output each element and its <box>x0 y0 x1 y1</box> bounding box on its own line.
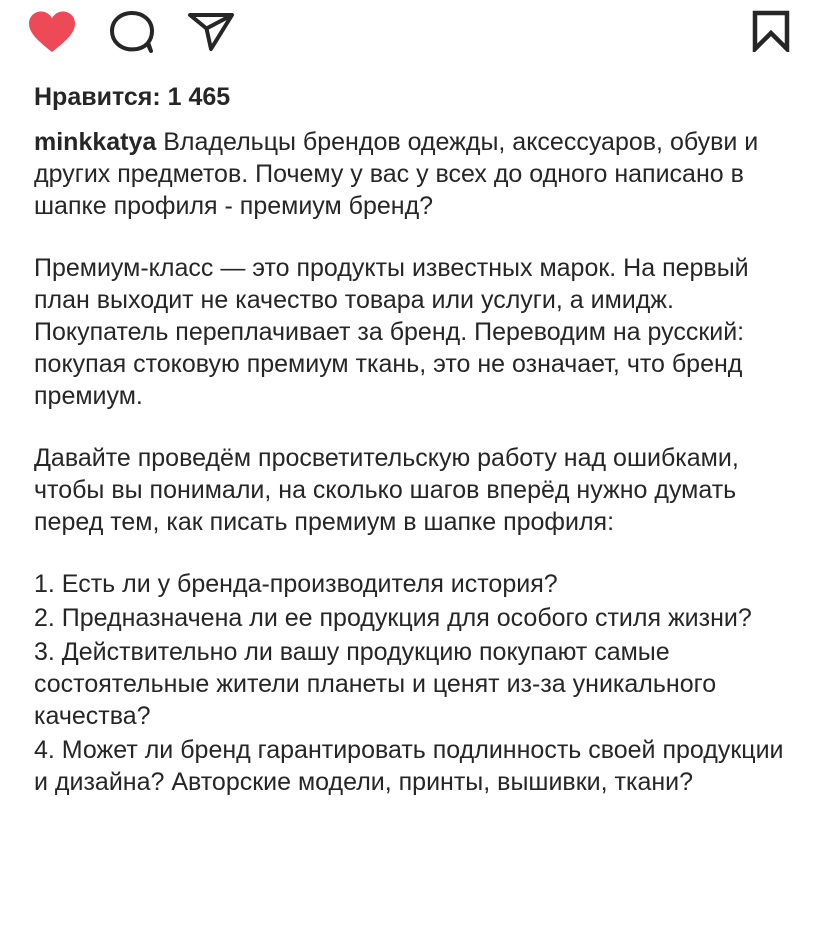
caption-first-paragraph: Владельцы брендов одежды, аксессуаров, обуви и других предметов. Почему у вас у всех до одного написано в шапке профиля - премиум бренд? <box>34 128 759 220</box>
bookmark-icon <box>752 10 790 52</box>
list-item: 2. Предназначена ли ее продукция для особого стиля жизни? <box>34 604 752 632</box>
caption-intro <box>34 126 804 222</box>
list-item: 3. Действительно ли вашу продукцию покупают самые состоятельные жители планеты и ценят из-за уникального качества? <box>34 638 717 730</box>
list-item: 4. Может ли бренд гарантировать подлинность своей продукции и дизайна? Авторские модели, принты, вышивки, ткани? <box>34 736 784 796</box>
username-link[interactable]: minkkatya <box>34 128 157 156</box>
speech-bubble-icon <box>108 10 156 54</box>
list-item: 1. Есть ли у бренда-производителя история? <box>34 570 558 598</box>
likes-count[interactable]: Нравится: 1 465 <box>34 83 231 111</box>
comment-button[interactable] <box>108 10 156 54</box>
post-caption <box>34 126 804 800</box>
share-button[interactable] <box>187 12 235 52</box>
caption-numbered-list <box>34 568 804 798</box>
like-button[interactable] <box>28 11 76 53</box>
caption-paragraph-2: Премиум-класс — это продукты известных марок. На первый план выходит не качество товара или услуги, а имидж. Покупатель переплачивает за бренд. Переводим на русский: покупая стоковую премиум ткань, это не означает, что бренд премиум. <box>34 254 749 410</box>
save-button[interactable] <box>752 10 790 52</box>
post-action-bar <box>0 0 828 64</box>
heart-filled-icon <box>28 11 76 53</box>
caption-paragraph-3: Давайте проведём просветительскую работу над ошибками, чтобы вы понимали, на сколько шагов вперёд нужно думать перед тем, как писать премиум в шапке профиля: <box>34 444 739 536</box>
paper-plane-icon <box>187 12 235 52</box>
